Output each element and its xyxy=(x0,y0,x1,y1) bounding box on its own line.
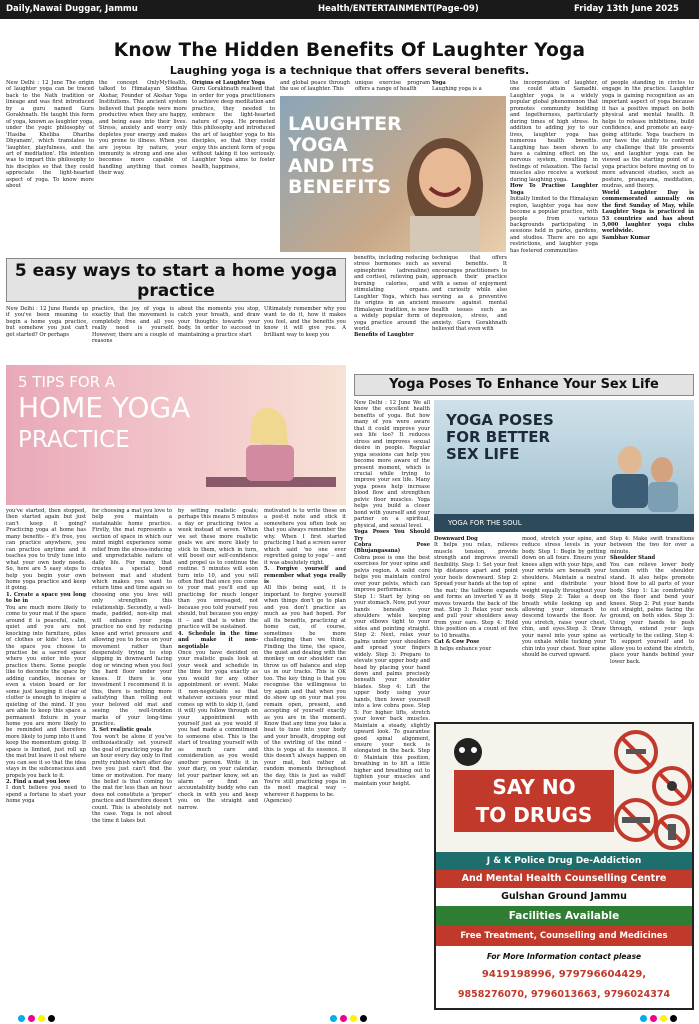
article2-col3: about the moments you stop, catch your breath, and draw your thoughts towards your body. In order to succeed in maintaining a practice start xyxy=(178,306,260,338)
article1-col5: technique that offers several benefits. It encourages practitioners to approach their practice with a sense of enjoyment and curiosity while also serving as a preventive measure against mental health issues such as depression, stress, and anxiety. Guru Gorakhnath believed that even with xyxy=(432,255,507,332)
no-pills-icon xyxy=(654,768,690,804)
masthead xyxy=(0,0,699,19)
page-number: (Page-09) xyxy=(432,4,479,14)
article2-body-col1: you've started, then stopped, then started again but just can't keep it going? Practicing yoga at home has many benefits – it's free, you can practice anywhere, you can practice anytime and it teaches you to truly tune into what your own body needs. So, here are 5 easy steps to help you begin your own home yoga practice and keep it going. 1. Create a space you long to be in You are much more likely to come to your mat if the space around it is peaceful, calm, quiet and you are not knocking into furniture, piles of clothes or kids' toys. Let the space you choose to practise be a sacred space where you enter into your practice there. Some people like to decorate the space by adding candles, incense or even a vision board or for some just keeping it clear of clutter is enough to inspire a quieting of the mind. If you are able to keep this space a permanent fixture in your home you are more likely to be reminded and therefore more likely to jump into it and keep the momentum going. If space is limited, just roll up the mat but leave it out where you can see it so that the idea stays in the subconscious and propels you back to it. 2. Find a mat you love I don't believe you need to spend a fortune to start your home yoga xyxy=(6,508,86,805)
article2-body-col3: by setting realistic goals; perhaps this means 5 minutes a day or practicing twice a week instead of seven. When we set these more realistic goals we are more likely to stick to them, which in turn, will boost our self-confidence and propel us to continue the routine. 5 minutes will soon turn into 10, and you will often find that once you come to your mat you'll end up practicing for much longer than you envisaged, not because you told yourself you should, but because you enjoy it – and that is when the practice will be sustained. 4. Schedule in the time and make it non-negotiable Once you have decided on your realistic goals look at your week and schedule in the time for yoga exactly as you would for any other appointment or event. Make it non-negotiable so that whatever excuses your mind comes up with to skip it, (and it will) you follow through on your appointment with yourself just as you would if you had made a commitment to someone else. This is the start of treating yourself with as much care and consideration as you would another person. Write it in your diary, on your calendar, let your partner know, set an alarm or find an accountability buddy who can check in with you and keep you on the straight and narrow. xyxy=(178,508,258,811)
article2-col2: practice, the joy of yoga is exactly that the movement is completely free and all you really need is yourself. However, there are a couple of reasons xyxy=(92,306,174,345)
ad-info: For More Information contact please xyxy=(486,952,642,961)
article3-col1: New Delhi : 12 June We all know the excellent health benefits of yoga. But how many of you were aware that it could improve your sex life too? It reduces stress and improves sexual desire in people. Regular yoga sessions can help you become more aware of the present moment, which is crucial while trying to improve your sex life. Many yoga poses help increase blood flow and strengthen pelvic floor muscles. Yoga helps you build a closer bond with yourself and your partner on a spiritual, physical, and sexual level. Yoga Poses You Should Try Cobra Pose (Bhujangasana) Cobra pose is one the best exercises for your spine and pelvis region. A solid core helps you maintain control over your pelvis, which can improve performance. Step 1: Start by lying on your stomach. Now, put your hands beneath your shoulders while keeping your elbows tight to your sides and pointing straight. Step 2: Next, relax your palms under your shoulders and spread your fingers widely. Step 3: Prepare to elevate your upper body and head by placing your hand down and palms precisely beneath your shoulder blades. Step 4: Lift the upper body using your hands, then lower yourself into a low cobra pose. Step 5: For higher lifts, stretch your lower back muscles. Maintain a steady, slightly upward look. To guarantee good spinal alignment, ensure your neck is elongated in the back. Step 6: Maintain this position, breathing in to lift a little higher and breathing out to tighten your muscles and maintain your height. xyxy=(354,400,430,787)
ad-place: Gulshan Ground Jammu xyxy=(436,888,692,906)
image2-line3: PRACTICE xyxy=(18,427,130,453)
ad-phones2: 9858276070, 9796013663, 9796024374 xyxy=(457,989,671,1000)
no-syringe-icon xyxy=(616,732,656,772)
image3-line1: YOGA POSES xyxy=(446,411,554,429)
ad-to-drugs: TO DRUGS xyxy=(475,803,593,827)
image2-line1: 5 TIPS FOR A xyxy=(18,373,116,391)
article1-col4-top: and global peace through the use of laughter. This xyxy=(280,80,350,93)
ad-say-no: SAY NO xyxy=(492,775,576,799)
article1-col2: the concept OnlyMyHealth, talked to Himalayan Siddhaa Akshar, Founder of Akshar Yoga Institutions. This ancient system believed that people were more productive when they are happy, and being ease into their lives. Stress, anxiety and worry only depletes your energy and makes you prone to illness. When you are joyous by nature, your immunity is strong and one also becomes more capable of handling anything that comes their way. xyxy=(99,80,187,177)
image3-line2: FOR BETTER xyxy=(446,428,551,446)
image3-tag: YOGA FOR THE SOUL xyxy=(434,514,694,532)
issue-date: Friday 13th June 2025 xyxy=(574,4,679,14)
article3-col2: Downward Dog It helps you relax, relieves muscle tension, provide strength and improve overall flexibility. Step 1: Set your feet hip distance apart and point your heels downward. Step 2: Spread your hands at the top of the mat; the tailbone expands and forms an inverted V as it moves towards the back of the mat. Step 3: Relax your neck and pull your shoulders away from your ears. Step 4: Hold this position on a count of five to 10 breaths. Cat & Cow Pose It helps enhance your xyxy=(434,536,518,652)
skull-icon xyxy=(454,738,482,766)
image3-line3: SEX LIFE xyxy=(446,445,520,463)
article2-body-col4: motivated is to write these on a post-it note and stick it somewhere you often look so that you always remember the why. When I first started practicing I had a screen saver which said 'no one ever regretted going to yoga' – and it was absolutely right. 5. Forgive yourself and remember what yoga really is All this being said, it is important to forgive yourself when things don't go to plan and you don't practice as much as you had hoped. For all its benefits, practicing at home can, of course, sometimes be more challenging than we think. Finding the time, the space, the quiet and dealing with the monkey on our shoulder can throw us off balance and stop us in our tracks. This is OK too. The key thing is that you recognise the willingness to try again and that when you do show up on your mat you remain open, present, and accepting of yourself exactly as you are in the moment. Know that any time you take a beat to tune into your body and your breath, dropping out of the swirling of the mind - this is yoga at its essence. If this doesn't always happen on your mat, but rather at random moments throughout the day, this is just as valid! You're still practicing yoga in its most magical way – wherever it happens to be. (Agencies) xyxy=(264,508,346,805)
article1-col1: New Delhi : 12 June The origin of laughter yoga can be traced back to the Nath tradition or lineage and was first introduced by a guru named Guru Gorakhnath. He taught this form of yoga, known as laughter yoga, under the yogic philosophy of 'Hasiba Kheliba Dhariba Dhyanam', which translates to 'laughter, playfulness, and the art of meditation'. His intention was to impart this philosophy to his disciples so that they could appreciate the light-hearted aspect of yoga. To know more about xyxy=(6,80,94,190)
image2-line2: HOME YOGA xyxy=(18,391,191,424)
article1-col7: the incorporation of laughter, one could attain Samadhi. Laughter yoga is a widely popular global phenomenon that promotes community building and togetherness, particularly during times of high stress. In addition to adding joy to our lives, laughter yoga has numerous health benefits. Laughing has been shown to have a calming effect on the nervous system, resulting in feelings of relaxation. The facial muscles also receive a workout during laughing yoga. How To Practise Laughter Yoga Initially limited to the Himalayan region, laughter yoga has now become a popular practice, with people from various backgrounds participating in sessions held in parks, gardens, and studios. There are no age restrictions, and laughter yoga has fostered communities xyxy=(510,80,598,254)
image1-line4: BENEFITS xyxy=(288,176,392,198)
main-subhead: Laughing yoga is a technique that offers several benefits. xyxy=(169,64,530,77)
paper-name: Daily,Nawai Duggar, Jammu xyxy=(6,4,138,14)
laughter-yoga-image xyxy=(280,96,506,252)
article2-col1: New Delhi : 12 June Hands up if you've been meaning to begin a home yoga practice, but somehow you just can't get started? Or perhaps xyxy=(6,306,88,338)
ad-org2: And Mental Health Counselling Centre xyxy=(436,870,692,888)
say-no-to-drugs-ad xyxy=(434,722,694,1010)
ad-facilities: Facilities Available xyxy=(436,906,692,926)
ad-phones1: 9419198996, 979796604429, xyxy=(481,969,647,980)
image1-line3: AND ITS xyxy=(288,155,375,177)
article3-col4: Step 4: Make swift transitions between the two for over a minute. Shoulder Stand You can relieve lower body tension with the shoulder stand. It also helps promote blood flow to all parts of your body. Step 1: Lie comfortably on the floor and bend your knees. Step 2: Put your hands out straight, palms facing the ground, on both sides. Step 3: Using your hands to push through, extend your legs vertically to the ceiling. Step 4: To support yourself and to allow you to extend the stretch, place your hands behind your lower back. xyxy=(610,536,694,665)
article1-col6-top: Yoga Laughing yoga is a xyxy=(432,80,482,93)
image1-line2: YOGA xyxy=(288,134,348,156)
image1-line1: LAUGHTER xyxy=(288,113,402,135)
article3-col3: mood, stretch your spine, and reduce stress levels in your body. Step 1: Begin by getting down on all fours. Ensure your knees align with your hips, and your wrists are beneath your shoulders. Maintain a neutral spine and distribute your weight equally throughout your body. Step 2: Take a deep breath while looking up and allowing your stomach to descend towards the floor. As you stretch, raise your chest, chin, and eyes.Step 3: Draw your navel into your spine as you exhale while tucking your chin into your chest. Your spine should be curved upward. xyxy=(522,536,606,659)
article1-col8: of people standing in circles to engage in the practice. Laughter yoga is gaining recognition as an important aspect of yoga because it has a positive impact on both physical and mental health. It helps to release inhibitions, build confidence, and promote an easy-going attitude. Yoga teachers in our have the ability to confront any challenge that life presents us, and laughter yoga can be viewed as the starting point of a yoga practice before moving on to more advanced studies, such as posture, pranayama, meditation, mudras, and theory. World Laughter Day is commemorated annually on the first Sunday of May, while Laughter Yoga is practiced in 53 countries and has about 5,000 laughter yoga clubs worldwide. Sambhav Kumar xyxy=(602,80,694,241)
main-headline: Know The Hidden Benefits Of Laughter Yoga xyxy=(113,40,586,61)
no-alcohol-icon xyxy=(656,816,688,848)
ad-free-treatment: Free Treatment, Counselling and Medicines xyxy=(436,926,692,946)
ad-org: J & K Police Drug De-Addiction xyxy=(436,852,692,870)
article2-headline: 5 easy ways to start a home yoga practice xyxy=(6,258,346,302)
print-registration-marks xyxy=(0,1012,699,1024)
section-name: Health/ENTERTAINMENT xyxy=(318,4,433,14)
sex-life-yoga-image xyxy=(434,400,694,532)
article1-col4: benefits, including reducing stress hormones such as epinephrine (adrenaline) and cortisol, relieving pain, burning calories, and stimulating organs. Laughter Yoga, which has its origins in an ancient Himalayan tradition, is now a widely popular form of yoga practice around the world. Benefits of Laughter xyxy=(354,255,429,339)
home-yoga-image xyxy=(6,365,346,505)
no-smoking-icon xyxy=(616,800,656,840)
article3-headline: Yoga Poses To Enhance Your Sex Life xyxy=(354,374,694,396)
article1-col3: Origins of Laughter Yoga Guru Gorakhnath realised that in order for yoga practitioners to achieve deep meditation and practice, they needed to embrace the light-hearted nature of yoga. He promoted this philosophy and introduced the art of laughter yoga to his disciples, so that they could enjoy this ancient form of yoga without taking it too seriously. Laughter Yoga aims to foster health, happiness, xyxy=(192,80,275,170)
article2-body-col2: for choosing a mat you love to help you maintain a sustainable home practice. Firstly, the mat represents a section of space in which our mind might experience some relief from the stress-inducing and unpredictable nature of daily life. For many, that creates a special bond between mat and student which makes you want to return time and time again so choosing one you love will only strengthen this relationship. Secondly, a well-made, padded, non-slip mat will enhance your yoga practice no end by reducing knee and wrist pressure and allowing you to focus on your movement rather than desperately trying to stop slipping in downward facing dog or wincing when you feel the hard floor under your knees. If there is one investment I recommend it is this, there is nothing more satisfying than rolling out your beloved old mat and seeing the well-trodden marks of your long-time practice. 3. Set realistic goals You won't be alone if you've enthusiastically set yourself the goal of practicing yoga for an hour every day only to find pretty rubbish when after day two you just can't find the time or motivation. For many the belief is that coming to the mat for less than an hour does not constitute a 'proper' practice and therefore doesn't count. This is absolutely not the case. Yoga is not about the time it takes but xyxy=(92,508,172,824)
article2-col4: Ultimately remember why you want to do it, how it makes you feel, and the benefits you know it will give you. A brilliant way to keep you xyxy=(264,306,346,338)
article1-col5-top: unique exercise program offers a range of health xyxy=(355,80,430,93)
